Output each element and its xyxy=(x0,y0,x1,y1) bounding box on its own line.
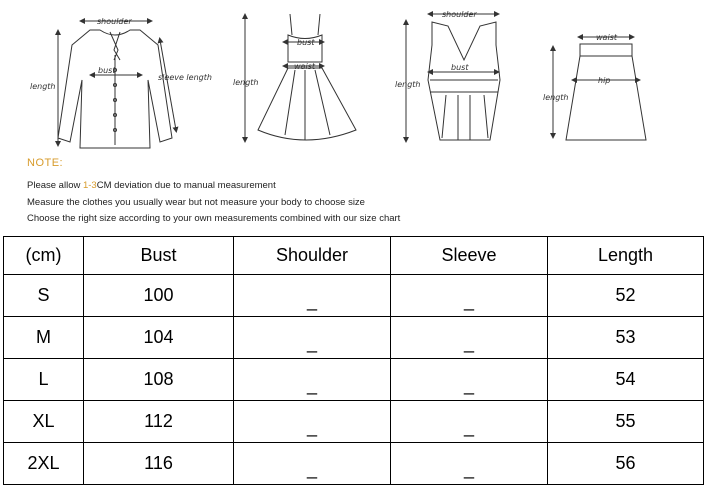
note-line-1-end: CM deviation due to manual measurement xyxy=(96,180,276,191)
length-cell: 52 xyxy=(548,275,704,317)
sleeve-cell: _ xyxy=(391,359,548,401)
bust-cell: 108 xyxy=(84,359,234,401)
header-bust: Bust xyxy=(84,237,234,275)
length-cell: 53 xyxy=(548,317,704,359)
table-row xyxy=(4,443,704,485)
shoulder-cell: _ xyxy=(234,443,391,485)
size-cell: XL xyxy=(4,401,84,443)
shoulder-cell: _ xyxy=(234,359,391,401)
length-cell: 54 xyxy=(548,359,704,401)
blouse-shoulder-label: shoulder xyxy=(97,17,132,26)
note-line-1-start: Please allow xyxy=(27,180,83,191)
shoulder-cell: _ xyxy=(234,401,391,443)
table-header-row xyxy=(4,237,704,275)
shoulder-cell: _ xyxy=(234,275,391,317)
skirt-waist-label: waist xyxy=(596,33,617,42)
header-unit: (cm) xyxy=(4,237,84,275)
note-line-3: Choose the right size according to your own measurements combined with our size chart xyxy=(27,213,401,224)
blouse-bust-label: bust xyxy=(98,66,116,75)
bust-cell: 112 xyxy=(84,401,234,443)
dress-bust-label: bust xyxy=(297,38,315,47)
size-cell: L xyxy=(4,359,84,401)
note-deviation-range: 1-3 xyxy=(82,180,97,191)
dress-length-label: length xyxy=(233,78,259,87)
header-sleeve: Sleeve xyxy=(391,237,548,275)
length-cell: 56 xyxy=(548,443,704,485)
size-cell: S xyxy=(4,275,84,317)
bust-cell: 100 xyxy=(84,275,234,317)
note-line-2: Measure the clothes you usually wear but not measure your body to choose size xyxy=(27,197,365,208)
header-length: Length xyxy=(548,237,704,275)
sleeve-cell: _ xyxy=(391,275,548,317)
table-row xyxy=(4,317,704,359)
blouse-sleeve-label: sleeve length xyxy=(158,73,212,82)
blouse-length-label: length xyxy=(30,82,56,91)
measurement-guide xyxy=(0,0,705,236)
length-cell: 55 xyxy=(548,401,704,443)
sleeve-cell: _ xyxy=(391,401,548,443)
vest-bust-label: bust xyxy=(451,63,469,72)
skirt-diagram xyxy=(566,44,646,140)
size-cell: M xyxy=(4,317,84,359)
skirt-hip-label: hip xyxy=(598,76,611,85)
note-line-1 xyxy=(27,180,276,191)
vest-shoulder-label: shoulder xyxy=(442,10,477,19)
size-chart-table xyxy=(3,236,704,485)
vest-diagram xyxy=(428,22,500,140)
header-shoulder: Shoulder xyxy=(234,237,391,275)
note-heading: NOTE: xyxy=(27,157,64,169)
table-row xyxy=(4,275,704,317)
bust-cell: 116 xyxy=(84,443,234,485)
skirt-length-label: length xyxy=(543,93,569,102)
blouse-diagram xyxy=(58,30,172,148)
size-cell: 2XL xyxy=(4,443,84,485)
vest-length-label: length xyxy=(395,80,421,89)
bust-cell: 104 xyxy=(84,317,234,359)
dress-waist-label: waist xyxy=(294,62,315,71)
sleeve-cell: _ xyxy=(391,317,548,359)
sleeve-cell: _ xyxy=(391,443,548,485)
table-row xyxy=(4,359,704,401)
table-row xyxy=(4,401,704,443)
shoulder-cell: _ xyxy=(234,317,391,359)
dress-diagram xyxy=(258,14,356,140)
